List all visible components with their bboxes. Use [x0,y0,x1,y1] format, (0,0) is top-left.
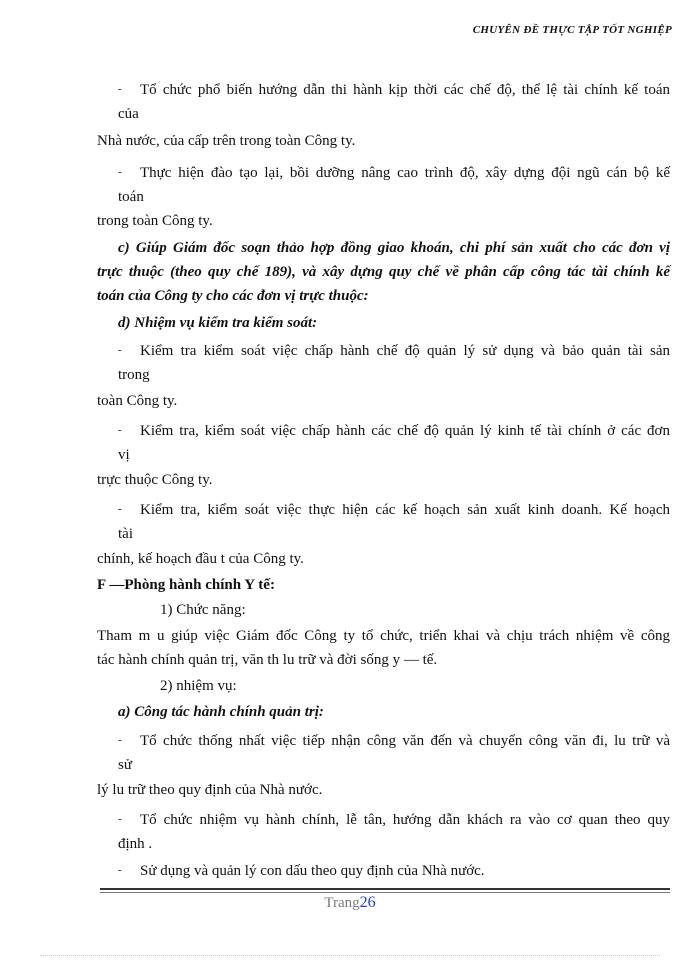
paragraph-line: định . [118,836,153,852]
footer-divider-thin [100,892,670,893]
paragraph-line: - Thực hiện đào tạo lại, bồi dưỡng nâng cao trình độ, xây dựng đội ngũ cán bộ kế [118,165,670,181]
paragraph-line: lý lu trữ theo quy định của Nhà nước. [97,782,323,798]
paragraph-line: - Tổ chức phổ biến hướng dẫn thi hành kịp thời các chế độ, thể lệ tài chính kế toán [118,82,670,98]
paragraph-line: toán [118,189,144,205]
bullet-marker: - [118,83,122,95]
section-heading-c-cont: toán của Công ty cho các đơn vị trực thuộc: [97,288,369,304]
paragraph-line: - Kiểm tra kiểm soát việc chấp hành chế độ quản lý sử dụng và bảo quản tài sản [118,343,670,359]
page-bottom-edge [40,955,660,956]
section-heading-a: a) Công tác hành chính quản trị: [118,704,324,720]
paragraph-line: - Sử dụng và quản lý con dấu theo quy định của Nhà nước. [118,863,485,879]
paragraph-line: vị [118,447,130,463]
page-label: Trang [324,895,360,911]
section-heading-f: F —Phòng hành chính Y tế: [97,577,275,593]
paragraph-line: của [118,106,139,122]
subsection-heading-1: 1) Chức năng: [160,602,246,618]
page-number: 26 [359,894,376,911]
paragraph-line: trong [118,367,150,383]
paragraph-line: trực thuộc Công ty. [97,472,213,488]
section-heading-c-cont: trực thuộc (theo quy chế 189), và xây dựng quy chế về phân cấp công tác tài chính kế [97,264,670,280]
paragraph-line: - Tổ chức nhiệm vụ hành chính, lễ tân, hướng dẫn khách ra vào cơ quan theo quy [118,812,670,828]
bullet-marker: - [118,503,122,515]
page-footer [0,894,700,912]
section-heading-c: c) Giúp Giám đốc soạn thảo hợp đồng giao khoán, chi phí sản xuất cho các đơn vị [118,240,670,256]
paragraph-line: Nhà nước, của cấp trên trong toàn Công ty. [97,133,356,149]
bullet-marker: - [118,734,122,746]
bullet-marker: - [118,813,122,825]
document-header-title: CHUYÊN ĐỀ THỰC TẬP TỐT NGHIỆP [472,24,672,36]
paragraph-line: toàn Công ty. [97,393,178,409]
bullet-marker: - [118,166,122,178]
paragraph-line: - Kiểm tra, kiểm soát việc thực hiện các kế hoạch sản xuất kinh doanh. Kế hoạch [118,502,670,518]
paragraph-line: Tham m u giúp việc Giám đốc Công ty tổ chức, triển khai và chịu trách nhiệm về công [97,628,670,644]
section-heading-d: d) Nhiệm vụ kiểm tra kiểm soát: [118,315,318,331]
paragraph-line: chính, kế hoạch đầu t của Công ty. [97,551,304,567]
subsection-heading-2: 2) nhiệm vụ: [160,678,237,694]
paragraph-line: - Tổ chức thống nhất việc tiếp nhận công văn đến và chuyển công văn đi, lu trữ và [118,733,670,749]
bullet-marker: - [118,864,122,876]
paragraph-line: tài [118,526,133,542]
bullet-marker: - [118,344,122,356]
paragraph-line: - Kiểm tra, kiểm soát việc chấp hành các chế độ quản lý kinh tế tài chính ở các đơn [118,423,670,439]
paragraph-line: tác hành chính quản trị, văn th lu trữ và đời sống y — tế. [97,652,438,668]
footer-divider [100,888,670,890]
paragraph-line: sử [118,757,132,773]
bullet-marker: - [118,424,122,436]
paragraph-line: trong toàn Công ty. [97,213,213,229]
